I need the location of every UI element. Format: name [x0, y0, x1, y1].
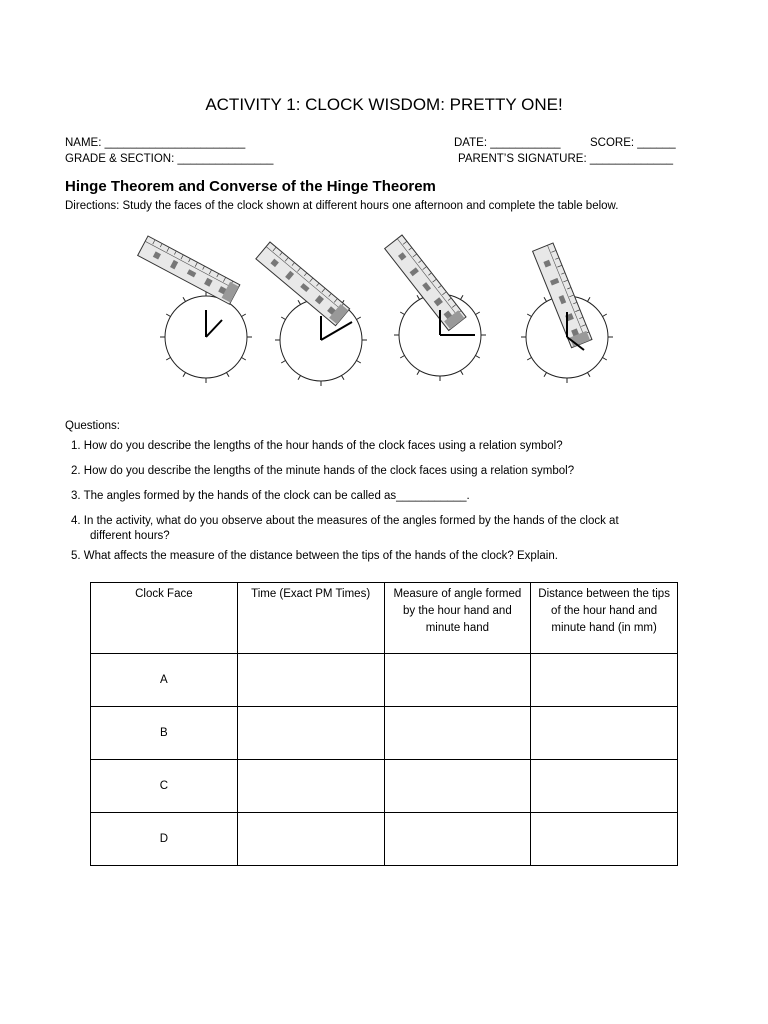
header-distance: Distance between the tips of the hour hand and minute hand (in mm) — [531, 583, 678, 654]
header-angle-measure: Measure of angle formed by the hour hand and minute hand — [384, 583, 531, 654]
questions-label: Questions: — [65, 420, 120, 432]
section-title: Hinge Theorem and Converse of the Hinge Theorem — [65, 178, 436, 195]
distance-cell-d[interactable] — [531, 813, 678, 866]
time-cell-b[interactable] — [237, 707, 384, 760]
question-4-continued: different hours? — [90, 530, 170, 542]
table-row — [91, 654, 678, 707]
table-header-row — [91, 583, 678, 654]
question-1: 1. How do you describe the lengths of the hour hands of the clock faces using a relation symbol? — [71, 440, 563, 452]
distance-cell-c[interactable] — [531, 760, 678, 813]
table-row — [91, 760, 678, 813]
name-field: NAME: ______________________ — [65, 137, 246, 149]
distance-cell-b[interactable] — [531, 707, 678, 760]
question-2: 2. How do you describe the lengths of the minute hands of the clock faces using a relation symbol? — [71, 465, 575, 477]
parent-signature-field: PARENT’S SIGNATURE: _____________ — [458, 153, 673, 165]
page-title: ACTIVITY 1: CLOCK WISDOM: PRETTY ONE! — [205, 95, 563, 114]
clock-face-a — [138, 236, 252, 383]
directions: Directions: Study the faces of the clock shown at different hours one afternoon and complete the table below. — [65, 200, 619, 212]
distance-cell-a[interactable] — [531, 654, 678, 707]
row-label-b: B — [91, 707, 238, 760]
angle-cell-d[interactable] — [384, 813, 531, 866]
clock-face-d — [521, 243, 613, 383]
answer-table — [90, 582, 678, 866]
angle-cell-a[interactable] — [384, 654, 531, 707]
row-label-d: D — [91, 813, 238, 866]
header-time: Time (Exact PM Times) — [237, 583, 384, 654]
clock-face-c — [385, 235, 486, 381]
score-field: SCORE: ______ — [590, 137, 676, 149]
grade-section-field: GRADE & SECTION: _______________ — [65, 153, 274, 165]
question-5: 5. What affects the measure of the distance between the tips of the hands of the clock? Explain. — [71, 550, 558, 562]
question-4: 4. In the activity, what do you observe about the measures of the angles formed by the hands of the clock at — [71, 515, 619, 527]
date-field: DATE: ___________ — [454, 137, 561, 149]
row-label-c: C — [91, 760, 238, 813]
time-cell-a[interactable] — [237, 654, 384, 707]
question-3: 3. The angles formed by the hands of the clock can be called as___________. — [71, 490, 470, 502]
clock-faces-illustration — [0, 222, 768, 392]
clock-face-b — [256, 242, 367, 386]
time-cell-d[interactable] — [237, 813, 384, 866]
header-clock-face: Clock Face — [91, 583, 238, 654]
questions-section — [65, 420, 120, 436]
row-label-a: A — [91, 654, 238, 707]
table-row — [91, 707, 678, 760]
table-row — [91, 813, 678, 866]
time-cell-c[interactable] — [237, 760, 384, 813]
angle-cell-b[interactable] — [384, 707, 531, 760]
angle-cell-c[interactable] — [384, 760, 531, 813]
